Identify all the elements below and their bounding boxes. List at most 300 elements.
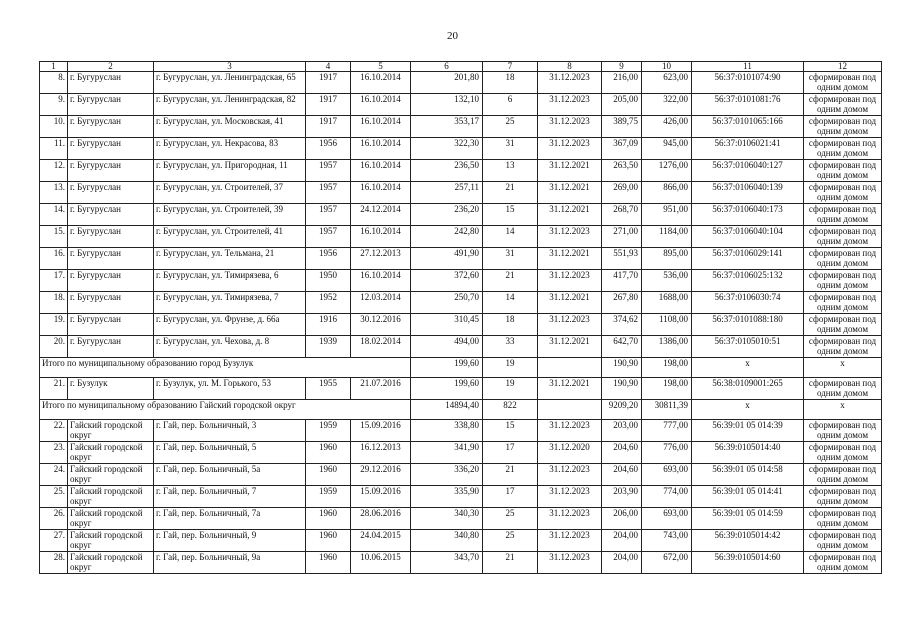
table-cell: 21 [483,552,538,574]
table-cell: 29.12.2016 [351,464,411,486]
total-cell: 199,60 [411,358,483,378]
table-cell: 13. [40,182,68,204]
table-row [40,552,882,574]
table-cell: г. Бугуруслан, ул. Строителей, 37 [154,182,306,204]
table-cell: 13 [483,160,538,182]
column-header: 6 [411,62,483,72]
table-cell: 1916 [306,314,351,336]
table-cell: 1960 [306,530,351,552]
table-cell: 250,70 [411,292,483,314]
table-cell: 1939 [306,336,351,358]
table-cell: 1960 [306,508,351,530]
table-cell: 16.12.2013 [351,442,411,464]
table-cell: 494,00 [411,336,483,358]
table-cell: 31.12.2023 [538,314,602,336]
table-row [40,226,882,248]
table-cell: г. Бугуруслан, ул. Строителей, 39 [154,204,306,226]
table-cell: 743,00 [642,530,692,552]
table-row [40,94,882,116]
table-cell: 132,10 [411,94,483,116]
total-cell [538,358,602,378]
column-header: 10 [642,62,692,72]
table-cell: 777,00 [642,420,692,442]
table-cell: 242,80 [411,226,483,248]
table-cell: сформирован под одним домом [804,226,882,248]
table-cell: 267,80 [602,292,642,314]
table-cell: сформирован под одним домом [804,530,882,552]
table-cell: 56:37:0101074:90 [692,72,804,94]
table-cell: 204,00 [602,552,642,574]
table-cell: 16.10.2014 [351,72,411,94]
table-cell: 15.09.2016 [351,486,411,508]
total-cell: x [804,400,882,420]
table-cell: 1386,00 [642,336,692,358]
total-label: Итого по муниципальному образованию Гайский городской округ [40,400,411,420]
table-cell: 672,00 [642,552,692,574]
table-cell: 15 [483,420,538,442]
table-cell: сформирован под одним домом [804,486,882,508]
total-cell: 30811,39 [642,400,692,420]
table-cell: 1959 [306,486,351,508]
table-row [40,160,882,182]
table-cell: 18 [483,72,538,94]
table-cell: 335,90 [411,486,483,508]
total-cell: x [804,358,882,378]
table-cell: 310,45 [411,314,483,336]
total-cell: x [692,400,804,420]
table-row [40,248,882,270]
table-cell: г. Бугуруслан, ул. Тимирязева, 6 [154,270,306,292]
table-cell: 1917 [306,116,351,138]
table-cell: сформирован под одним домом [804,442,882,464]
table-cell: 31.12.2021 [538,336,602,358]
table-cell: 16.10.2014 [351,270,411,292]
table-cell: сформирован под одним домом [804,182,882,204]
table-cell: 18 [483,314,538,336]
table-cell: 340,30 [411,508,483,530]
table-cell: 774,00 [642,486,692,508]
table-cell: сформирован под одним домом [804,160,882,182]
table-cell: г. Бугуруслан [68,292,154,314]
table-cell: 56:37:0106029:141 [692,248,804,270]
table-cell: 26. [40,508,68,530]
table-cell: 31.12.2021 [538,248,602,270]
table-cell: сформирован под одним домом [804,464,882,486]
table-cell: сформирован под одним домом [804,420,882,442]
table-cell: г. Гай, пер. Больничный, 3 [154,420,306,442]
page-number: 20 [447,30,458,42]
table-cell: 190,90 [602,378,642,400]
table-cell: 56:37:0105010:51 [692,336,804,358]
table-cell: 1957 [306,160,351,182]
table-cell: 56:39:0105014:60 [692,552,804,574]
table-cell: г. Гай, пер. Больничный, 5 [154,442,306,464]
table-cell: 491,90 [411,248,483,270]
total-row [40,400,882,420]
table-cell: 14 [483,292,538,314]
table-cell: 1960 [306,552,351,574]
table-cell: 9. [40,94,68,116]
table-cell: 12.03.2014 [351,292,411,314]
table-cell: 693,00 [642,464,692,486]
table-cell: 56:37:0106040:104 [692,226,804,248]
table-cell: 1955 [306,378,351,400]
table-cell: г. Гай, пер. Больничный, 7 [154,486,306,508]
table-cell: г. Бугуруслан [68,248,154,270]
table-row [40,486,882,508]
table-cell: 263,50 [602,160,642,182]
table-cell: 25 [483,116,538,138]
table-cell: 17 [483,486,538,508]
table-cell: 56:39:01 05 014:39 [692,420,804,442]
table-row [40,138,882,160]
table-cell: 56:37:0106040:139 [692,182,804,204]
table-cell: 6 [483,94,538,116]
table-cell: 56:39:01 05 014:58 [692,464,804,486]
total-label: Итого по муниципальному образованию город Бузулук [40,358,411,378]
table-cell: 642,70 [602,336,642,358]
table-cell: 16.10.2014 [351,116,411,138]
table-cell: 1688,00 [642,292,692,314]
table-row [40,420,882,442]
column-header: 1 [40,62,68,72]
table-cell: 24. [40,464,68,486]
table-row [40,72,882,94]
table-cell: 21 [483,270,538,292]
total-row [40,358,882,378]
table-cell: сформирован под одним домом [804,116,882,138]
table-cell: Гайский городской округ [68,442,154,464]
table-cell: г. Бугуруслан [68,94,154,116]
table-cell: 56:37:0106025:132 [692,270,804,292]
table-cell: 198,00 [642,378,692,400]
table-cell: 372,60 [411,270,483,292]
table-cell: 30.12.2016 [351,314,411,336]
table-cell: 31 [483,248,538,270]
table-cell: 204,00 [602,530,642,552]
table-cell: 353,17 [411,116,483,138]
table-cell: 322,00 [642,94,692,116]
table-cell: 25. [40,486,68,508]
table-cell: 367,09 [602,138,642,160]
table-cell: 56:38:0109001:265 [692,378,804,400]
table-cell: 322,30 [411,138,483,160]
table-cell: 776,00 [642,442,692,464]
table-cell: г. Бугуруслан [68,226,154,248]
table-cell: 25 [483,508,538,530]
table-cell: г. Бугуруслан [68,336,154,358]
table-cell: 1917 [306,72,351,94]
table-cell: 343,70 [411,552,483,574]
table-cell: г. Бугуруслан, ул. Строителей, 41 [154,226,306,248]
table-cell: 1957 [306,226,351,248]
table-cell: 31.12.2023 [538,420,602,442]
table-cell: 1917 [306,94,351,116]
table-cell: 10. [40,116,68,138]
table-cell: 11. [40,138,68,160]
column-header: 11 [692,62,804,72]
table-cell: 56:37:0106021:41 [692,138,804,160]
table-cell: 31.12.2021 [538,204,602,226]
table-cell: 56:39:01 05 014:59 [692,508,804,530]
table-cell: 16.10.2014 [351,160,411,182]
table-row [40,530,882,552]
table-cell: 551,93 [602,248,642,270]
table-row [40,292,882,314]
column-header: 3 [154,62,306,72]
table-cell: сформирован под одним домом [804,552,882,574]
table-cell: 338,80 [411,420,483,442]
table-cell: 204,60 [602,464,642,486]
header-row [40,62,882,72]
table-cell: Гайский городской округ [68,530,154,552]
table-cell: 340,80 [411,530,483,552]
table-cell: 31.12.2023 [538,138,602,160]
table-cell: 28. [40,552,68,574]
table-cell: 1957 [306,182,351,204]
table-cell: 27.12.2013 [351,248,411,270]
table-cell: 12. [40,160,68,182]
table-cell: г. Бугуруслан, ул. Тимирязева, 7 [154,292,306,314]
table-cell: г. Бугуруслан [68,270,154,292]
table-cell: 22. [40,420,68,442]
table-cell: г. Бугуруслан, ул. Фрунзе, д. 66а [154,314,306,336]
table-cell: 56:37:0101065:166 [692,116,804,138]
table-cell: 206,00 [602,508,642,530]
table-row [40,314,882,336]
table-row [40,182,882,204]
table-cell: сформирован под одним домом [804,508,882,530]
table-cell: г. Бузулук, ул. М. Горького, 53 [154,378,306,400]
total-cell: 198,00 [642,358,692,378]
table-cell: 21 [483,464,538,486]
table-cell: 16. [40,248,68,270]
table-cell: 268,70 [602,204,642,226]
table-cell: 536,00 [642,270,692,292]
table-cell: 31.12.2023 [538,72,602,94]
table-cell: сформирован под одним домом [804,72,882,94]
table-cell: 1108,00 [642,314,692,336]
table-cell: г. Бугуруслан, ул. Московская, 41 [154,116,306,138]
table-cell: 336,20 [411,464,483,486]
table-cell: 201,80 [411,72,483,94]
table-cell: 203,00 [602,420,642,442]
table-cell: сформирован под одним домом [804,314,882,336]
table-cell: 31.12.2023 [538,270,602,292]
table-cell: Гайский городской округ [68,464,154,486]
table-row [40,270,882,292]
table-cell: 15 [483,204,538,226]
table-cell: г. Бугуруслан [68,116,154,138]
table-cell: сформирован под одним домом [804,248,882,270]
table-cell: 19 [483,378,538,400]
table-cell: 27. [40,530,68,552]
table-cell: 1184,00 [642,226,692,248]
table-cell: 205,00 [602,94,642,116]
table-cell: г. Бугуруслан [68,204,154,226]
table-cell: 1956 [306,138,351,160]
table-cell: 203,90 [602,486,642,508]
table-cell: сформирован под одним домом [804,204,882,226]
table-cell: г. Бугуруслан, ул. Пригородная, 11 [154,160,306,182]
table-row [40,336,882,358]
table-cell: 31.12.2023 [538,116,602,138]
table-cell: 945,00 [642,138,692,160]
table-row [40,442,882,464]
table-body [40,62,882,574]
table-cell: 216,00 [602,72,642,94]
table-row [40,378,882,400]
table-cell: 18. [40,292,68,314]
table-cell: Гайский городской округ [68,552,154,574]
table-cell: 28.06.2016 [351,508,411,530]
table-cell: 17. [40,270,68,292]
column-header: 5 [351,62,411,72]
table-cell: 693,00 [642,508,692,530]
table-cell: 21. [40,378,68,400]
table-cell: 389,75 [602,116,642,138]
table-cell: 56:37:0101081:76 [692,94,804,116]
table-cell: 1957 [306,204,351,226]
table-cell: 417,70 [602,270,642,292]
table-cell: 269,00 [602,182,642,204]
table-cell: 24.12.2014 [351,204,411,226]
table-cell: г. Бугуруслан, ул. Чехова, д. 8 [154,336,306,358]
table-cell: г. Гай, пер. Больничный, 5а [154,464,306,486]
table-cell: 19. [40,314,68,336]
total-cell: 19 [483,358,538,378]
table-cell: 33 [483,336,538,358]
table-cell: 236,20 [411,204,483,226]
table-cell: 866,00 [642,182,692,204]
table-cell: сформирован под одним домом [804,270,882,292]
table-cell: 204,60 [602,442,642,464]
total-cell: x [692,358,804,378]
table-cell: 31.12.2021 [538,378,602,400]
table-cell: 56:37:0101088:180 [692,314,804,336]
table-cell: г. Бугуруслан, ул. Тельмана, 21 [154,248,306,270]
table-cell: 31.12.2023 [538,486,602,508]
column-header: 12 [804,62,882,72]
table-cell: 17 [483,442,538,464]
table-cell: г. Гай, пер. Больничный, 7а [154,508,306,530]
total-cell: 9209,20 [602,400,642,420]
column-header: 9 [602,62,642,72]
table-cell: сформирован под одним домом [804,378,882,400]
table-cell: 15. [40,226,68,248]
table-cell: г. Бугуруслан [68,72,154,94]
total-cell [538,400,602,420]
table-cell: 31.12.2023 [538,530,602,552]
table-cell: 56:37:0106040:173 [692,204,804,226]
table-cell: 31.12.2023 [538,464,602,486]
column-header: 7 [483,62,538,72]
table-cell: 14. [40,204,68,226]
table-cell: сформирован под одним домом [804,138,882,160]
total-cell: 14894,40 [411,400,483,420]
table-cell: 1960 [306,442,351,464]
table-cell: 10.06.2015 [351,552,411,574]
table-cell: 25 [483,530,538,552]
table-cell: Гайский городской округ [68,508,154,530]
table-cell: 31.12.2021 [538,292,602,314]
table-cell: г. Бугуруслан [68,182,154,204]
table-cell: г. Бузулук [68,378,154,400]
table-cell: 20. [40,336,68,358]
column-header: 4 [306,62,351,72]
table-cell: г. Бугуруслан, ул. Ленинградская, 65 [154,72,306,94]
table-cell: 31.12.2023 [538,94,602,116]
table-cell: 56:39:0105014:42 [692,530,804,552]
table-cell: 257,11 [411,182,483,204]
table-cell: 56:37:0106040:127 [692,160,804,182]
table-cell: 895,00 [642,248,692,270]
table-row [40,508,882,530]
table-cell: сформирован под одним домом [804,336,882,358]
table-cell: 341,90 [411,442,483,464]
table-cell: г. Бугуруслан [68,160,154,182]
table-cell: 426,00 [642,116,692,138]
table-cell: 24.04.2015 [351,530,411,552]
table-cell: г. Бугуруслан, ул. Некрасова, 83 [154,138,306,160]
housing-table [39,61,882,574]
table-cell: Гайский городской округ [68,486,154,508]
table-cell: 16.10.2014 [351,94,411,116]
table-cell: 236,50 [411,160,483,182]
table-cell: 23. [40,442,68,464]
table-cell: 16.10.2014 [351,182,411,204]
column-header: 8 [538,62,602,72]
table-cell: 1959 [306,420,351,442]
table-cell: 1952 [306,292,351,314]
table-cell: 31.12.2023 [538,508,602,530]
table-cell: 199,60 [411,378,483,400]
table-cell: г. Бугуруслан [68,138,154,160]
column-header: 2 [68,62,154,72]
table-cell: г. Гай, пер. Больничный, 9а [154,552,306,574]
table-cell: 56:39:01 05 014:41 [692,486,804,508]
table-cell: 31.12.2021 [538,160,602,182]
table-cell: 21 [483,182,538,204]
table-cell: 16.10.2014 [351,138,411,160]
table-cell: 15.09.2016 [351,420,411,442]
table-cell: 18.02.2014 [351,336,411,358]
total-cell: 190,90 [602,358,642,378]
table-cell: 21.07.2016 [351,378,411,400]
table-cell: г. Бугуруслан [68,314,154,336]
table-cell: 8. [40,72,68,94]
table-cell: сформирован под одним домом [804,94,882,116]
table-cell: Гайский городской округ [68,420,154,442]
table-cell: 14 [483,226,538,248]
table-cell: 16.10.2014 [351,226,411,248]
table-row [40,116,882,138]
table-row [40,204,882,226]
table-cell: 31 [483,138,538,160]
table-cell: 623,00 [642,72,692,94]
table-row [40,464,882,486]
table-cell: 1956 [306,248,351,270]
table-cell: г. Бугуруслан, ул. Ленинградская, 82 [154,94,306,116]
table-cell: 56:39:0105014:40 [692,442,804,464]
table-cell: 31.12.2020 [538,442,602,464]
total-cell: 822 [483,400,538,420]
table-cell: 271,00 [602,226,642,248]
table-cell: 951,00 [642,204,692,226]
table-cell: г. Гай, пер. Больничный, 9 [154,530,306,552]
table-cell: 374,62 [602,314,642,336]
table-cell: 1950 [306,270,351,292]
